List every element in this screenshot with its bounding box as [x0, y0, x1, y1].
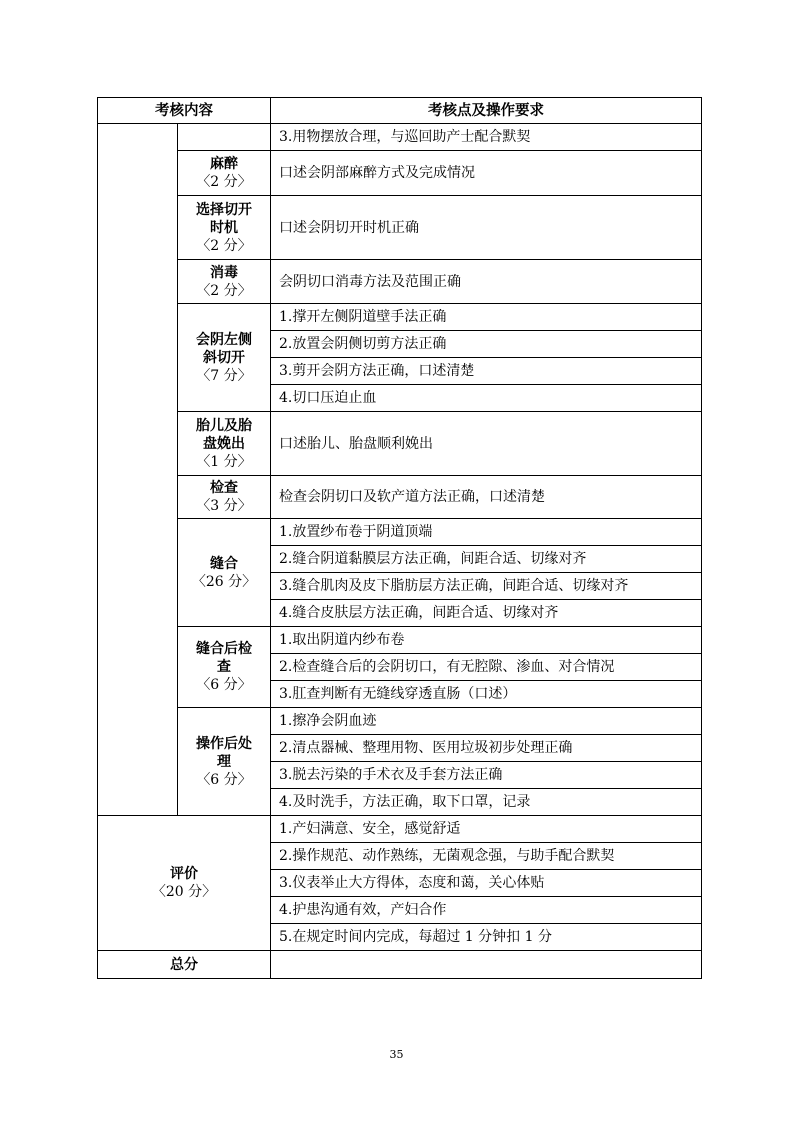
category-cell — [178, 196, 271, 260]
requirement-item: 3.缝合肌肉及皮下脂肪层方法正确，间距合适、切缘对齐 — [271, 573, 702, 600]
requirement-item: 4.及时洗手，方法正确，取下口罩，记录 — [271, 789, 702, 816]
evaluation-name: 评价 — [170, 866, 198, 882]
category-name: 胎儿及胎 — [196, 417, 252, 434]
requirement-item: 口述会阴切开时机正确 — [271, 196, 702, 260]
evaluation-cell — [98, 816, 271, 951]
category-name: 斜切开 — [203, 349, 245, 366]
category-cell — [178, 412, 271, 476]
requirement-item: 1.放置纱布卷于阴道顶端 — [271, 519, 702, 546]
category-points: 〈26 分〉 — [191, 573, 257, 590]
requirement-item: 2.清点器械、整理用物、医用垃圾初步处理正确 — [271, 735, 702, 762]
category-points: 〈2 分〉 — [196, 237, 252, 254]
category-name: 麻醉 — [210, 156, 238, 172]
category-name: 缝合 — [210, 555, 238, 572]
requirement-item: 4.护患沟通有效，产妇合作 — [271, 897, 702, 924]
category-cell — [178, 260, 271, 304]
category-name: 操作后处 — [196, 735, 252, 752]
category-name: 理 — [217, 753, 231, 770]
continued-category-cell — [178, 124, 271, 151]
table-row — [98, 304, 702, 331]
requirement-item: 2.操作规范、动作熟练，无菌观念强，与助手配合默契 — [271, 843, 702, 870]
category-points: 〈3 分〉 — [196, 498, 252, 514]
category-cell — [178, 151, 271, 196]
total-value — [271, 951, 702, 979]
table-row — [98, 151, 702, 196]
table-row — [98, 196, 702, 260]
category-points: 〈1 分〉 — [196, 453, 252, 470]
category-name: 查 — [217, 659, 231, 675]
requirement-item: 2.放置会阴侧切剪方法正确 — [271, 331, 702, 358]
section-outer-cell — [98, 124, 178, 816]
header-requirements: 考核点及操作要求 — [271, 98, 702, 124]
requirement-item: 1.擦净会阴血迹 — [271, 708, 702, 735]
category-cell — [178, 304, 271, 412]
category-cell — [178, 627, 271, 708]
requirement-item: 1.撑开左侧阴道壁手法正确 — [271, 304, 702, 331]
requirement-item: 3.仪表举止大方得体，态度和蔼，关心体贴 — [271, 870, 702, 897]
requirement-item: 4.切口压迫止血 — [271, 385, 702, 412]
category-name: 会阴左侧 — [196, 331, 252, 348]
requirement-item: 5.在规定时间内完成，每超过 1 分钟扣 1 分 — [271, 924, 702, 951]
category-cell — [178, 476, 271, 519]
category-points: 〈2 分〉 — [196, 282, 252, 299]
requirement-item: 2.检查缝合后的会阴切口，有无腔隙、渗血、对合情况 — [271, 654, 702, 681]
requirement-item: 3.脱去污染的手术衣及手套方法正确 — [271, 762, 702, 789]
requirement-item: 会阴切口消毒方法及范围正确 — [271, 260, 702, 304]
category-points: 〈2 分〉 — [196, 174, 252, 190]
table-row — [98, 260, 702, 304]
assessment-table — [97, 97, 702, 979]
requirement-item: 检查会阴切口及软产道方法正确，口述清楚 — [271, 476, 702, 519]
requirement-item: 4.缝合皮肤层方法正确，间距合适、切缘对齐 — [271, 600, 702, 627]
requirement-item: 2.缝合阴道黏膜层方法正确，间距合适、切缘对齐 — [271, 546, 702, 573]
table-body — [98, 124, 702, 816]
header-content: 考核内容 — [98, 98, 271, 124]
requirement-item: 1.产妇满意、安全，感觉舒适 — [271, 816, 702, 843]
requirement-item: 3.剪开会阴方法正确，口述清楚 — [271, 358, 702, 385]
total-label: 总分 — [98, 951, 271, 979]
total-row — [98, 951, 702, 979]
category-points: 〈6 分〉 — [196, 677, 252, 693]
category-cell — [178, 519, 271, 627]
header-row — [98, 98, 702, 124]
category-points: 〈6 分〉 — [196, 771, 252, 788]
table-row — [98, 519, 702, 546]
table-row — [98, 816, 702, 843]
category-points: 〈7 分〉 — [196, 367, 252, 384]
requirement-item: 3.用物摆放合理，与巡回助产士配合默契 — [271, 124, 702, 151]
table-row — [98, 708, 702, 735]
category-name: 盘娩出 — [203, 435, 245, 452]
requirement-item: 3.肛查判断有无缝线穿透直肠（口述） — [271, 681, 702, 708]
page-number: 35 — [389, 1048, 404, 1061]
category-name: 缝合后检 — [196, 641, 252, 657]
table-row — [98, 627, 702, 654]
requirement-item: 口述胎儿、胎盘顺利娩出 — [271, 412, 702, 476]
table-row — [98, 124, 702, 151]
category-name: 检查 — [210, 480, 238, 496]
table-row — [98, 412, 702, 476]
category-name: 消毒 — [210, 264, 238, 281]
category-cell — [178, 708, 271, 816]
category-name: 时机 — [210, 219, 238, 236]
requirement-item: 1.取出阴道内纱布卷 — [271, 627, 702, 654]
table-row — [98, 476, 702, 519]
evaluation-body — [98, 816, 702, 951]
requirement-item: 口述会阴部麻醉方式及完成情况 — [271, 151, 702, 196]
evaluation-points: 〈20 分〉 — [151, 884, 217, 900]
category-name: 选择切开 — [196, 201, 252, 218]
